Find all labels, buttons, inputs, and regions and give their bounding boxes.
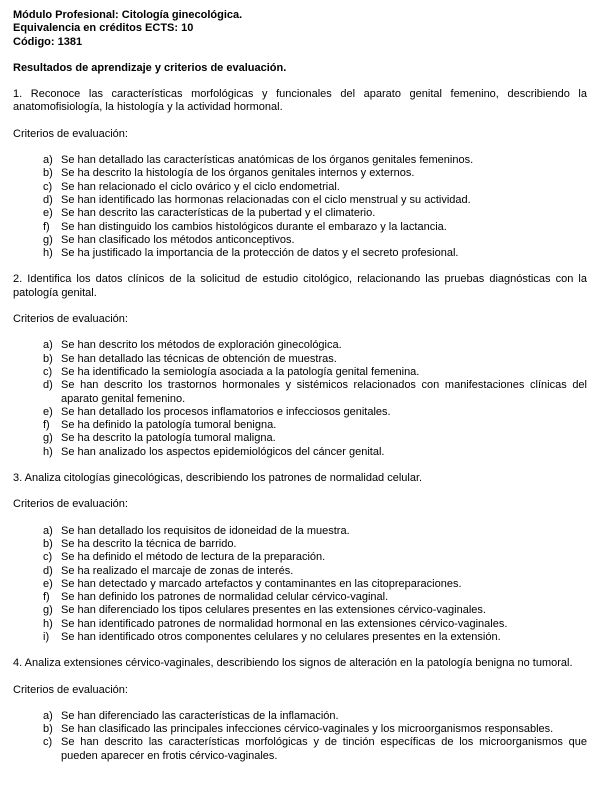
item-marker: f) bbox=[43, 591, 50, 604]
item-text: Se han detallado las técnicas de obtención de muestras. bbox=[61, 352, 337, 365]
item-marker: e) bbox=[43, 207, 53, 220]
item-marker: a) bbox=[43, 154, 53, 167]
item-text: Se han detallado las características anatómicas de los órganos genitales femeninos. bbox=[61, 154, 474, 167]
item-text: Se han relacionado el ciclo ovárico y el ciclo endometrial. bbox=[61, 180, 340, 193]
list-item bbox=[43, 207, 587, 220]
list-item bbox=[43, 723, 587, 736]
list-item bbox=[43, 339, 587, 352]
list-item bbox=[43, 591, 587, 604]
item-text: Se han diferenciado los tipos celulares presentes en las extensiones cérvico-vaginales. bbox=[61, 604, 486, 617]
criteria-list-2 bbox=[13, 339, 587, 459]
list-item bbox=[43, 551, 587, 564]
item-marker: e) bbox=[43, 405, 53, 418]
section-4-intro: 4. Analiza extensiones cérvico-vaginales, describiendo los signos de alteración en la patología benigna no tumoral. bbox=[13, 657, 573, 670]
item-text: Se han identificado patrones de normalidad hormonal en las extensiones cérvico-vaginales. bbox=[61, 617, 508, 630]
item-text: Se han detectado y marcado artefactos y contaminantes en las citopreparaciones. bbox=[61, 577, 462, 590]
list-item bbox=[43, 710, 587, 723]
item-marker: h) bbox=[43, 617, 53, 630]
list-item bbox=[43, 221, 587, 234]
module-title: Módulo Profesional: Citología ginecológica. bbox=[13, 9, 243, 21]
list-item bbox=[43, 181, 587, 194]
item-marker: i) bbox=[43, 630, 50, 643]
criteria-label: Criterios de evaluación: bbox=[13, 683, 128, 696]
list-item bbox=[43, 538, 587, 551]
item-marker: f) bbox=[43, 419, 50, 432]
list-item bbox=[43, 353, 587, 366]
item-marker: d) bbox=[43, 564, 53, 577]
item-marker: b) bbox=[43, 352, 53, 365]
item-text: Se han analizado los aspectos epidemiológicos del cáncer genital. bbox=[61, 445, 385, 458]
item-marker: g) bbox=[43, 233, 53, 246]
item-text: Se ha descrito la histología de los órganos genitales internos y externos. bbox=[61, 167, 415, 180]
section-1-intro: 1. Reconoce las características morfológicas y funcionales del aparato genital femenino, describiendo la anatomofisiología, la histología y la actividad hormonal. bbox=[13, 88, 587, 114]
list-item bbox=[43, 366, 587, 379]
list-item bbox=[43, 565, 587, 578]
item-text: Se han distinguido los cambios histológicos durante el embarazo y la lactancia. bbox=[61, 220, 447, 233]
section-3-intro: 3. Analiza citologías ginecológicas, describiendo los patrones de normalidad celular. bbox=[13, 472, 423, 485]
item-marker: g) bbox=[43, 432, 53, 445]
item-text: Se han descrito las características morfológicas y de tinción específicas de los microorganismos que pueden aparecer en frotis cérvico-vaginales. bbox=[61, 736, 587, 762]
item-marker: c) bbox=[43, 180, 53, 193]
list-item bbox=[43, 167, 587, 180]
item-text: Se han detallado los procesos inflamatorios e infecciosos genitales. bbox=[61, 405, 391, 418]
item-marker: h) bbox=[43, 247, 53, 260]
list-item bbox=[43, 446, 587, 459]
item-marker: a) bbox=[43, 524, 53, 537]
item-marker: a) bbox=[43, 339, 53, 352]
list-item bbox=[43, 736, 587, 763]
item-marker: b) bbox=[43, 537, 53, 550]
item-marker: h) bbox=[43, 445, 53, 458]
item-text: Se ha justificado la importancia de la protección de datos y el secreto profesional. bbox=[61, 247, 459, 260]
item-text: Se han diferenciado las características de la inflamación. bbox=[61, 709, 339, 722]
list-item bbox=[43, 604, 587, 617]
criteria-label: Criterios de evaluación: bbox=[13, 498, 128, 511]
criteria-list-1 bbox=[13, 154, 587, 260]
ects-credits-line: Equivalencia en créditos ECTS: 10 bbox=[13, 22, 194, 35]
item-marker: c) bbox=[43, 551, 53, 564]
item-text: Se ha definido el método de lectura de la preparación. bbox=[61, 551, 326, 564]
list-item bbox=[43, 194, 587, 207]
section-2-intro: 2. Identifica los datos clínicos de la solicitud de estudio citológico, relacionando las pruebas diagnósticas con la patología genital. bbox=[13, 273, 587, 299]
criteria-label: Criterios de evaluación: bbox=[13, 313, 128, 326]
item-text: Se han descrito las características de la pubertad y el climaterio. bbox=[61, 207, 376, 220]
item-marker: d) bbox=[43, 193, 53, 206]
item-text: Se ha identificado la semiología asociada a la patología genital femenina. bbox=[61, 365, 420, 378]
list-item bbox=[43, 525, 587, 538]
item-marker: c) bbox=[43, 736, 53, 749]
item-text: Se ha definido la patología tumoral benigna. bbox=[61, 419, 277, 432]
item-text: Se han identificado las hormonas relacionadas con el ciclo menstrual y su actividad. bbox=[61, 193, 471, 206]
list-item bbox=[43, 234, 587, 247]
criteria-label: Criterios de evaluación: bbox=[13, 127, 128, 140]
item-marker: e) bbox=[43, 577, 53, 590]
list-item bbox=[43, 419, 587, 432]
item-text: Se han detallado los requisitos de idoneidad de la muestra. bbox=[61, 524, 350, 537]
item-text: Se han descrito los métodos de exploración ginecológica. bbox=[61, 339, 342, 352]
item-marker: f) bbox=[43, 220, 50, 233]
item-text: Se han identificado otros componentes celulares y no celulares presentes en la extensión. bbox=[61, 630, 501, 643]
item-text: Se han definido los patrones de normalidad celular cérvico-vaginal. bbox=[61, 591, 389, 604]
item-marker: d) bbox=[43, 379, 53, 392]
item-text: Se ha realizado el marcaje de zonas de interés. bbox=[61, 564, 294, 577]
list-item bbox=[43, 406, 587, 419]
item-marker: g) bbox=[43, 604, 53, 617]
item-text: Se han descrito los trastornos hormonales y sistémicos relacionados con manifestaciones clínicas del aparato genital femenino. bbox=[61, 379, 587, 405]
item-marker: a) bbox=[43, 709, 53, 722]
list-item bbox=[43, 631, 587, 644]
item-marker: c) bbox=[43, 365, 53, 378]
list-item bbox=[43, 618, 587, 631]
criteria-list-4 bbox=[13, 710, 587, 763]
list-item bbox=[43, 247, 587, 260]
results-title: Resultados de aprendizaje y criterios de evaluación. bbox=[13, 61, 287, 74]
list-item bbox=[43, 432, 587, 445]
code-line: Código: 1381 bbox=[13, 35, 83, 48]
item-text: Se ha descrito la patología tumoral maligna. bbox=[61, 432, 276, 445]
list-item bbox=[43, 578, 587, 591]
item-text: Se ha descrito la técnica de barrido. bbox=[61, 537, 237, 550]
list-item bbox=[43, 154, 587, 167]
item-marker: b) bbox=[43, 723, 53, 736]
item-text: Se han clasificado los métodos anticonceptivos. bbox=[61, 233, 295, 246]
item-marker: b) bbox=[43, 167, 53, 180]
list-item bbox=[43, 379, 587, 406]
criteria-list-3 bbox=[13, 525, 587, 645]
item-text: Se han clasificado las principales infecciones cérvico-vaginales y los microorganismos responsables. bbox=[61, 723, 554, 736]
doc-header bbox=[13, 9, 587, 49]
